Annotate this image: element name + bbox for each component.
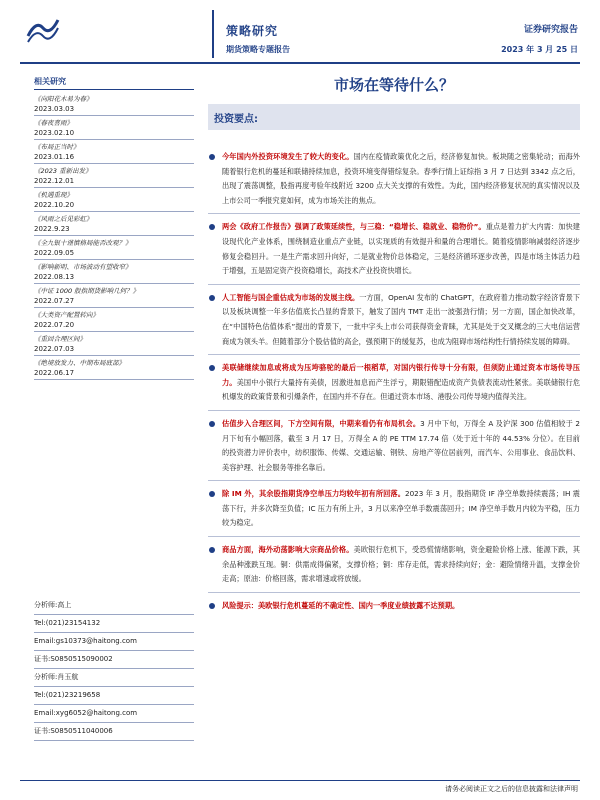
- related-research-date: 2022.06.17: [34, 369, 75, 377]
- key-point: [208, 291, 580, 349]
- key-point-divider: [208, 536, 580, 537]
- report-date: 2023 年 3 月 25 日: [501, 45, 578, 54]
- analyst-divider: [34, 722, 194, 723]
- related-research-date: 2022.12.01: [34, 177, 75, 185]
- key-point-lead: 除 IM 外，其余股指期货净空单压力均较年初有所回落。: [222, 489, 406, 499]
- related-research-item[interactable]: [34, 142, 194, 164]
- key-point-divider: [208, 213, 580, 214]
- related-research-date: 2023.01.16: [34, 153, 75, 161]
- bullet-dot-icon: [209, 421, 215, 427]
- related-research-name: 《布局正当时》: [34, 143, 80, 151]
- header-divider: [212, 10, 214, 58]
- related-research: [34, 76, 194, 382]
- related-research-item[interactable]: [34, 238, 194, 260]
- related-research-name: 《大类资产配置转向》: [34, 311, 99, 319]
- related-research-date: 2023.03.03: [34, 105, 75, 113]
- related-research-name: 《向阳花木易为春》: [34, 95, 93, 103]
- analyst-divider: [34, 632, 194, 633]
- related-research-date: 2022.10.20: [34, 201, 75, 209]
- footer-disclaimer: 请务必阅读正文之后的信息披露和法律声明: [445, 785, 578, 793]
- bullet-dot-icon: [209, 154, 215, 160]
- sidebar-divider: [34, 115, 194, 116]
- analyst-line: Email:xyg6052@haitong.com: [34, 709, 138, 717]
- sidebar-divider: [34, 283, 194, 284]
- section-header-bar: [208, 104, 580, 130]
- key-point-body: 3 月中下旬，万得全 A 及沪深 300 估值相较于 2 月下旬有小幅回落，截至 3 月 17 日，万得全 A 的 PE TTM 17.74 倍（处于近十年的 44.53% 分位）。在目前的投资潜力评价表中，纺织服饰、传媒、交通运输、钢铁、房地产等位居前列，而汽车、公用事业、食品饮料、美容护理、社会服务等排名靠后。: [222, 418, 580, 472]
- analyst-line: Email:gs10373@haitong.com: [34, 637, 137, 645]
- key-point: [208, 487, 580, 531]
- report-type: 证券研究报告: [523, 25, 578, 35]
- key-points: [208, 150, 580, 613]
- key-point-lead: 估值步入合理区间，下方空间有限，中期来看仍有布局机会。: [222, 418, 421, 428]
- key-point-divider: [208, 592, 580, 593]
- related-research-date: 2022.9.23: [34, 225, 70, 233]
- header-title: 策略研究: [226, 24, 279, 38]
- related-research-item[interactable]: [34, 286, 194, 308]
- analyst-divider: [34, 614, 194, 615]
- sidebar-divider: [34, 259, 194, 260]
- sidebar-divider: [34, 355, 194, 356]
- related-research-title: 相关研究: [34, 76, 194, 90]
- related-research-item[interactable]: [34, 166, 194, 188]
- sidebar-divider: [34, 379, 194, 380]
- analyst-divider: [34, 686, 194, 687]
- bullet-dot-icon: [209, 224, 215, 230]
- related-research-name: 《绝境放发力、中期布局底部》: [34, 359, 125, 367]
- key-point: [208, 220, 580, 278]
- sidebar-divider: [34, 163, 194, 164]
- key-point: [208, 361, 580, 405]
- key-point-divider: [208, 480, 580, 481]
- related-research-item[interactable]: [34, 214, 194, 236]
- analyst-divider: [34, 740, 194, 741]
- key-point-body: 一方面，OpenAI 发布的 ChatGPT，在政府着力推动数字经济背景下以及板块调整一年多估值底长凸显的背景下，触发了国内 TMT 走出一波强劲行情；另一方面，国企加快改革，在“中国特色估值体系”提出的背景下，一批中字头上市公司获得资金青睐，尤其是处于交叉概念的三大电信运营商成为领头羊。但随着部分个股估值的高企，强预期下的缓复苏，也成为阻碍市场结构性行情持续发展的障碍。: [222, 292, 580, 346]
- related-research-name: 《中证 1000 股指期货影响几何？》: [34, 287, 140, 295]
- related-research-name: 《2023 重新出发》: [34, 167, 92, 175]
- related-research-date: 2022.08.13: [34, 273, 75, 281]
- key-point-body: 美欧银行危机下，受恐慌情绪影响，资金避险价格上涨、能源下跌，其余品种涨跌互现。铜：供需成得偏紧，支撑价格；铜：库存走低，需求持续向好；金：避险情绪升温，支撑金价走高；原油：价格回落，需求增速或将放缓。: [222, 545, 580, 584]
- analyst-divider: [34, 704, 194, 705]
- key-point: [208, 543, 580, 587]
- report-header: [0, 0, 600, 62]
- related-research-date: 2022.07.03: [34, 345, 75, 353]
- key-point: [208, 150, 580, 208]
- key-point-lead: 风险提示：美欧银行危机蔓延的不确定性、国内一季度业绩披露不达预期。: [222, 600, 460, 610]
- analyst-line: 证书:S0850515090002: [34, 655, 113, 663]
- sidebar-divider: [34, 235, 194, 236]
- related-research-item[interactable]: [34, 94, 194, 116]
- sidebar-divider: [34, 211, 194, 212]
- related-research-date: 2022.07.20: [34, 321, 75, 329]
- section-label: 投资要点:: [214, 114, 258, 125]
- key-point: [208, 417, 580, 475]
- key-point: [208, 599, 580, 614]
- related-research-item[interactable]: [34, 334, 194, 356]
- sidebar-divider: [34, 307, 194, 308]
- key-point-lead: 今年国内外投资环境发生了较大的变化。: [222, 152, 354, 161]
- related-research-name: 《春夜喜雨》: [34, 119, 73, 127]
- related-research-name: 《风雨之后见彩虹》: [34, 215, 93, 223]
- key-point-divider: [208, 354, 580, 355]
- analyst-line: 分析师:肖玉航: [34, 673, 79, 681]
- key-point-body: 2023 年 3 月，股指期货 IF 净空单数持续震荡；IH 震荡下行，并多次降至负值；IC 压力有所上升，3 月以来净空单手数震荡回升；IM 净空单手数月内较为平稳，压力较为稳定。: [222, 489, 580, 528]
- analyst-line: Tel:(021)23219658: [34, 691, 101, 699]
- analyst-line: 证书:S0850511040006: [34, 727, 113, 735]
- key-point-body: 国内在疫情政策优化之后，经济修复加快。板块随之密集轮动；而海外随着银行危机的蔓延和联储持续加息，投资环境变得错综复杂。春季行情上证综指 3 月 7 日达到 3342 点之后，出现了震荡调整，股指再度考验年线附近 3200 点大关支撑的有效性。为此，国内经济修复状况的真实情况以及上市公司一季报究竟如何，成为市场关注的焦点。: [222, 152, 580, 205]
- key-point-lead: 人工智能与国企重估成为市场的发展主线。: [222, 292, 360, 302]
- key-point-body: 重点是着力扩大内需：加快建设现代化产业体系，围绕制造业重点产业链，以实现质的有效提升和量的合理增长。随着疫情影响减弱经济逐步修复会稳回升。一是生产需求回升向好，二是就业物价总体稳定，三是经济循环逐步改善，四是市场主体活力趋于增强，五是固定资产投资稳增长，高技术产业投资快增长。: [222, 222, 580, 276]
- related-research-item[interactable]: [34, 118, 194, 140]
- related-research-name: 《影响新明、市场波动有望收窄》: [34, 263, 132, 271]
- analyst-divider: [34, 668, 194, 669]
- header-subtitle: 期货策略专题报告: [226, 45, 290, 54]
- key-point-divider: [208, 284, 580, 285]
- header-rule: [20, 62, 580, 64]
- related-research-date: 2022.09.05: [34, 249, 75, 257]
- analyst-divider: [34, 650, 194, 651]
- related-research-name: 《机遇重现》: [34, 191, 73, 199]
- related-research-item[interactable]: [34, 310, 194, 332]
- key-point-body: 美国中小银行大量持有美债，因激进加息而产生浮亏，期限错配造成资产负债表流动性紧张。美联储银行危机爆发的政策背景和引爆条件，在国内并不存在。但通过资本市场、港股公司传导境内值得关注。: [222, 377, 580, 402]
- bullet-dot-icon: [209, 295, 215, 301]
- key-point-lead: 美联储继续加息或将成为压垮骆驼的最后一根稻草，对国内银行传导十分有限，但须防止通过资本市场传导压力。: [222, 363, 580, 387]
- bullet-dot-icon: [209, 365, 215, 371]
- analyst-line: Tel:(021)23154132: [34, 619, 101, 627]
- sidebar-divider: [34, 331, 194, 332]
- footer-rule: [20, 780, 580, 781]
- analyst-line: 分析师:高上: [34, 601, 72, 609]
- related-research-date: 2022.07.27: [34, 297, 75, 305]
- page-title: 市场在等待什么？: [333, 76, 454, 94]
- related-research-item[interactable]: [34, 262, 194, 284]
- related-research-name: 《重回合理区间》: [34, 335, 86, 343]
- analyst-info: [34, 598, 194, 742]
- bullet-dot-icon: [209, 491, 215, 497]
- related-research-item[interactable]: [34, 358, 194, 380]
- sidebar-divider: [34, 139, 194, 140]
- key-point-lead: 商品方面，海外动荡影响大宗商品价格。: [222, 545, 354, 555]
- sidebar-divider: [34, 187, 194, 188]
- key-point-lead: 两会《政府工作报告》强调了政策延续性，与三稳：“稳增长、稳就业、稳物价”。: [222, 222, 486, 232]
- bullet-dot-icon: [209, 547, 215, 553]
- related-research-name: 《全九银十谨慎格局能否改观？》: [34, 239, 132, 247]
- key-point-divider: [208, 410, 580, 411]
- related-research-date: 2023.02.10: [34, 129, 75, 137]
- related-research-item[interactable]: [34, 190, 194, 212]
- bullet-dot-icon: [209, 603, 215, 609]
- haitong-logo-icon: [26, 14, 60, 44]
